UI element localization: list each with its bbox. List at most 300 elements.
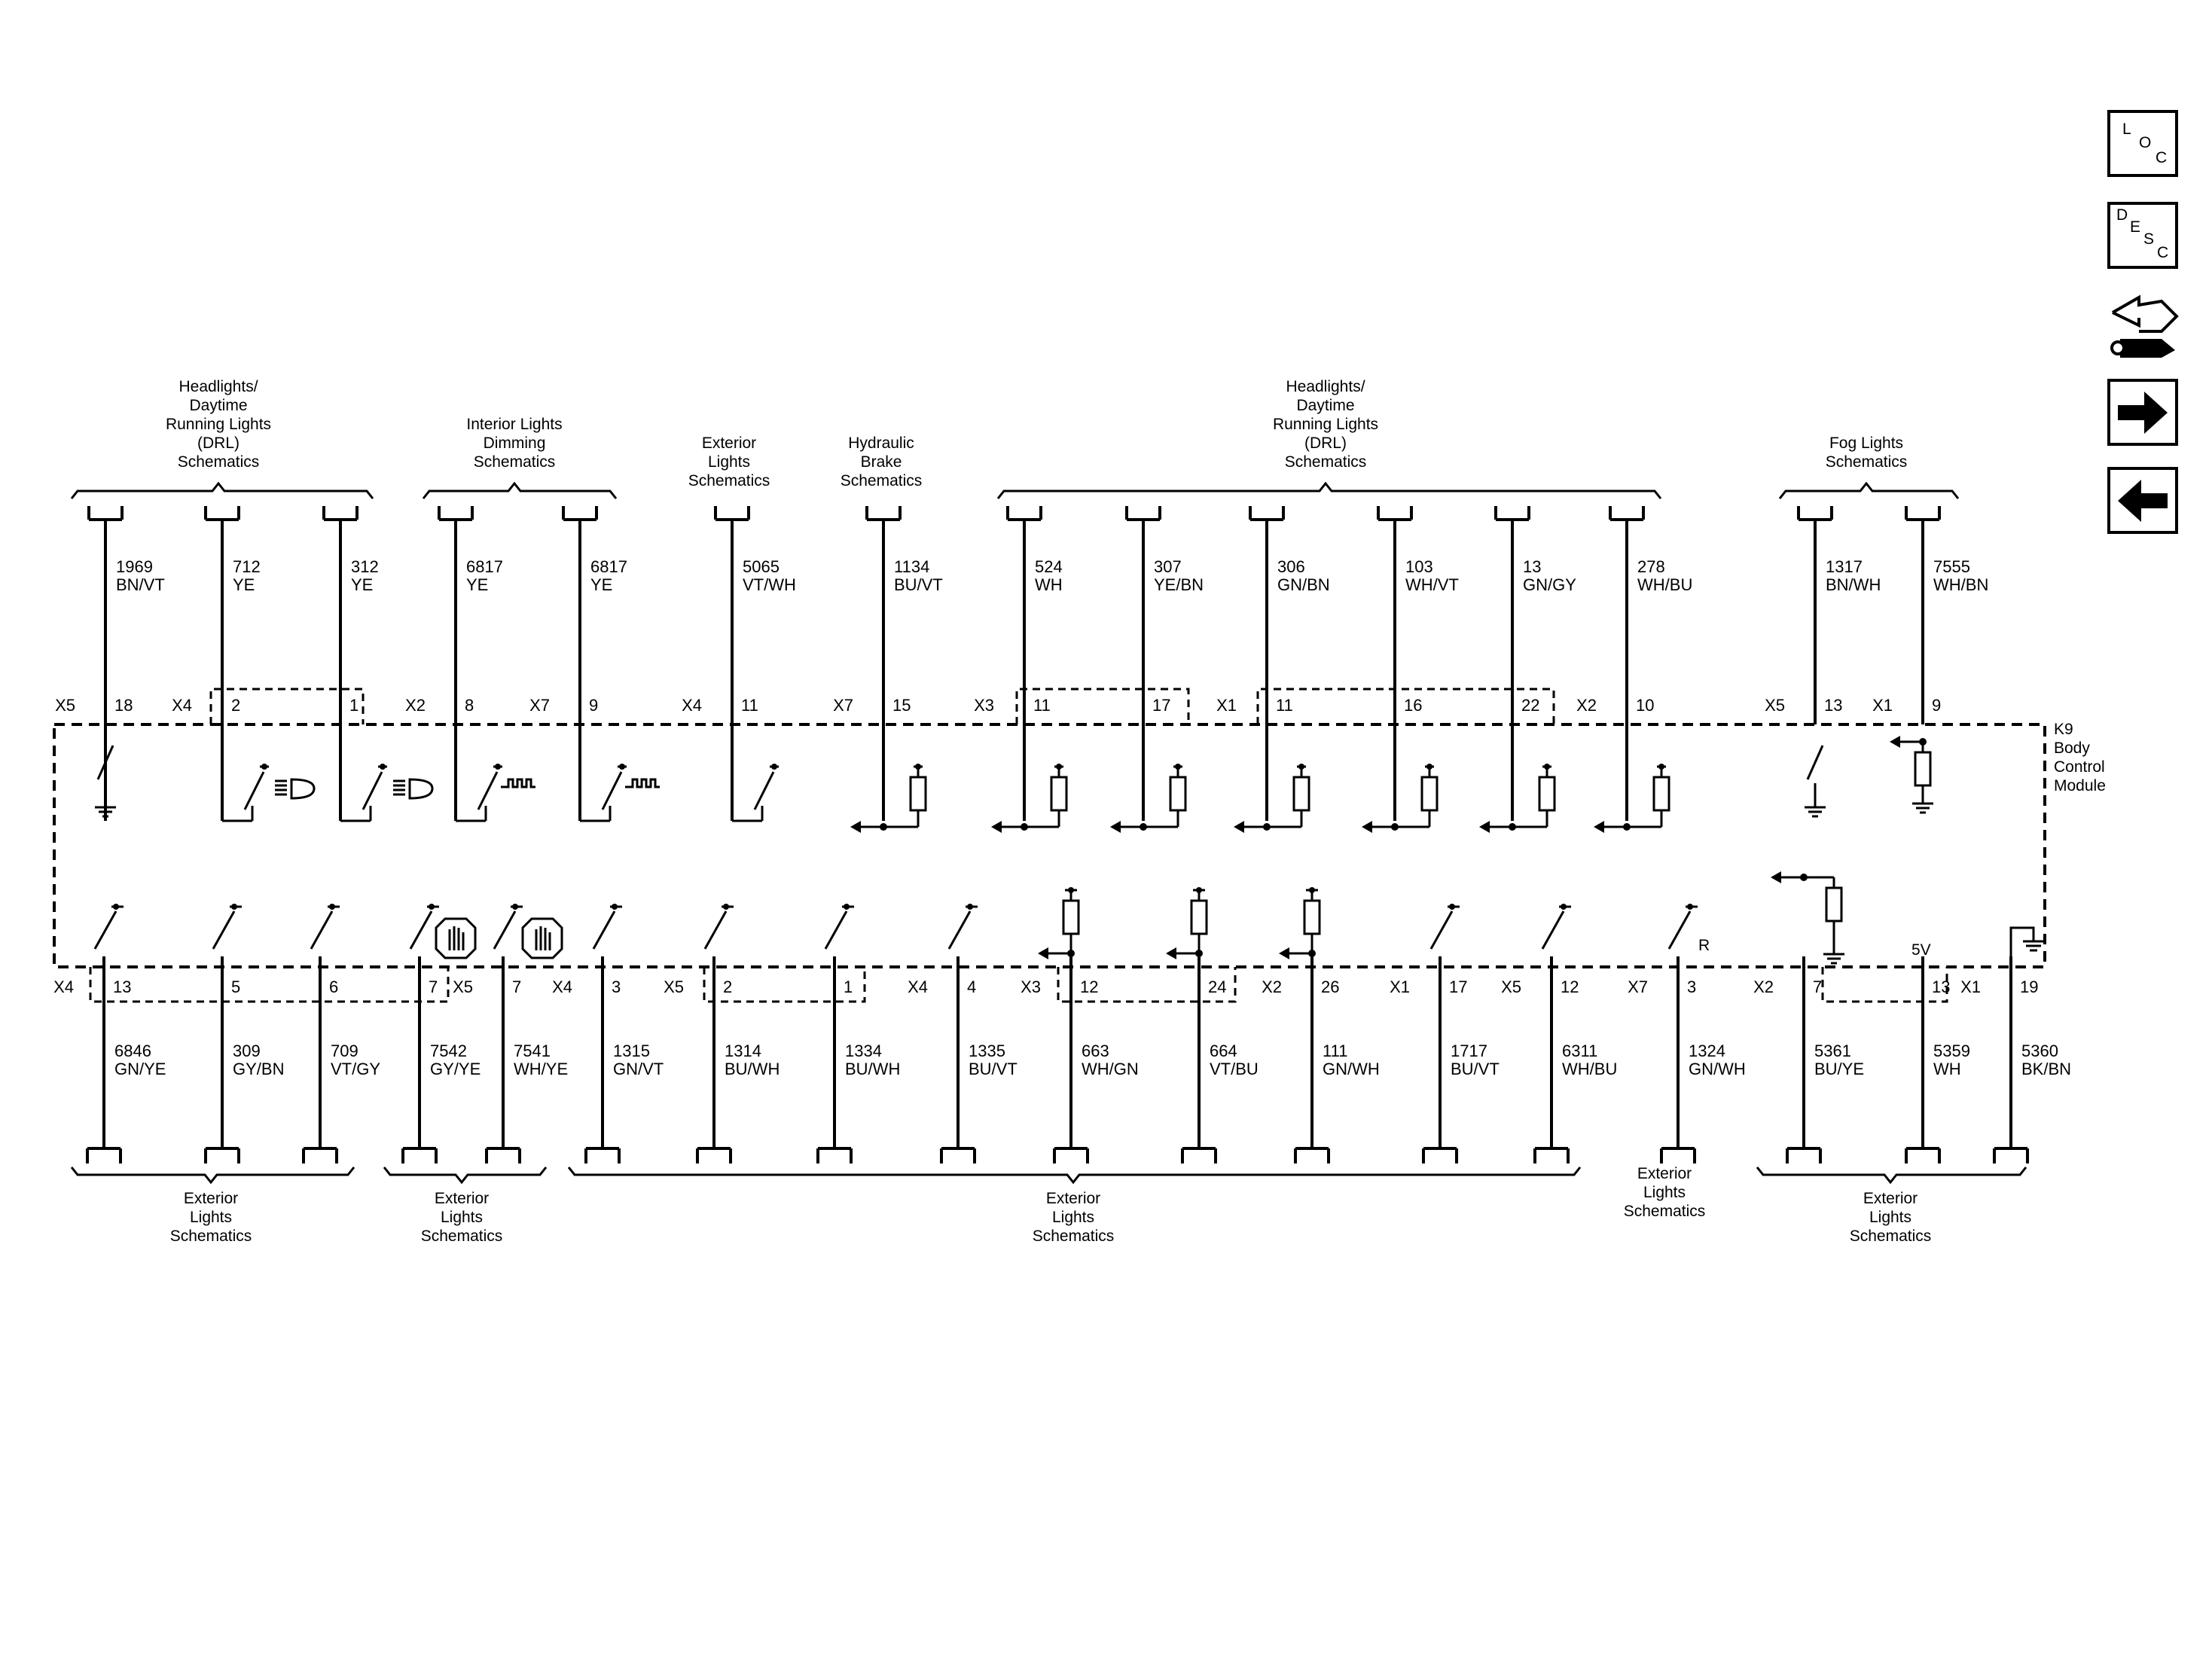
junction-dot (1391, 823, 1399, 831)
bottom-group-bracket (1757, 1167, 2026, 1182)
circuit-number: 278 (1637, 557, 1665, 576)
resistor-icon (1654, 777, 1669, 810)
loc-button[interactable] (2109, 111, 2177, 175)
arrow-icon (1479, 821, 1490, 833)
circuit-number: 1134 (894, 557, 930, 576)
connector-id: X4 (908, 977, 928, 996)
connector-id: X4 (552, 977, 572, 996)
circuit-number: 1334 (845, 1041, 882, 1060)
bottom-wire-circuit-1717 (1390, 956, 1500, 1163)
wire-color: BU/VT (1451, 1060, 1500, 1078)
pin-number: 15 (892, 696, 911, 715)
resistor-icon (1191, 901, 1207, 934)
wire-color: WH/YE (514, 1060, 569, 1078)
terminal-symbol (439, 506, 472, 520)
top-group-label-line: Schematics (688, 472, 770, 489)
bottom-group-label-line: Lights (1643, 1184, 1686, 1201)
pin-number: 7 (512, 977, 522, 996)
bottom-group-bracket (569, 1167, 1580, 1182)
pin-number: 3 (1687, 977, 1697, 996)
resistor-icon (911, 777, 926, 810)
switch-arm (95, 911, 116, 949)
wire-color: BU/VT (894, 575, 943, 594)
junction-dot (1509, 823, 1516, 831)
switch-contact (113, 904, 119, 910)
wire-color: WH/BU (1637, 575, 1693, 594)
switch-contact (844, 904, 850, 910)
switch-contact (495, 764, 501, 770)
top-wire-circuit-524 (974, 506, 1063, 821)
top-wire-circuit-312 (324, 506, 379, 821)
circuit-number: 103 (1405, 557, 1433, 576)
terminal-symbol (1799, 506, 1832, 520)
pin-number: 26 (1321, 977, 1340, 996)
top-group-label-line: Schematics (840, 472, 923, 489)
module-name-1: Body (2054, 740, 2090, 757)
circuit-number: 1969 (116, 557, 153, 576)
headlamp-icon (410, 779, 432, 798)
switch-arm (1808, 746, 1823, 779)
reverse-label: R (1698, 937, 1710, 954)
top-group-label-line: Headlights/ (178, 378, 258, 395)
top-group-label-line: (DRL) (1304, 435, 1347, 452)
top-wire-circuit-278 (1576, 506, 1692, 821)
top-group-label-line: Running Lights (1272, 416, 1379, 433)
pwm-signal-icon (501, 779, 535, 787)
switch-contact (231, 904, 237, 910)
connector-id: X1 (1872, 696, 1893, 715)
switch-contact (967, 904, 973, 910)
connector-id: X2 (405, 696, 426, 715)
terminal-symbol (941, 1148, 975, 1163)
top-wire-circuit-6817 (529, 506, 627, 821)
wire-color: VT/WH (743, 575, 796, 594)
connector-id: X7 (529, 696, 550, 715)
headlamp-icon (291, 779, 314, 798)
wire-color: YE (590, 575, 613, 594)
component-view-icon[interactable] (2112, 297, 2177, 358)
top-wire-circuit-13 (1496, 506, 1576, 821)
bottom-wire-circuit-5361 (1753, 956, 1864, 1163)
ground-icon (1823, 945, 1844, 963)
circuit-number: 111 (1323, 1041, 1348, 1060)
top-group-label-line: Headlights/ (1286, 378, 1365, 395)
wire-color: WH/GN (1082, 1060, 1139, 1078)
wire-color: WH/VT (1405, 575, 1459, 594)
pin-number: 2 (231, 696, 241, 715)
switch-contact (619, 764, 625, 770)
bottom-wire-circuit-309 (206, 956, 284, 1163)
connector-id: X2 (1262, 977, 1282, 996)
circuit-number: 1335 (969, 1041, 1005, 1060)
wire-color: GN/WH (1323, 1060, 1380, 1078)
terminal-symbol (1054, 1148, 1088, 1163)
wire-color: BU/VT (969, 1060, 1018, 1078)
arrow-icon (850, 821, 861, 833)
terminal-symbol (818, 1148, 851, 1163)
bottom-group-bracket (72, 1167, 354, 1182)
top-wire-circuit-1317 (1765, 506, 1881, 724)
circuit-number: 1314 (725, 1041, 761, 1060)
pin-number: 3 (612, 977, 621, 996)
connector-id: X3 (974, 696, 994, 715)
arrow-icon (1362, 821, 1372, 833)
wire-color: WH (1933, 1060, 1961, 1078)
bottom-group-label-line: Exterior (183, 1190, 239, 1207)
terminal-symbol (1535, 1148, 1568, 1163)
switch-contact (771, 764, 777, 770)
pin-number: 11 (741, 696, 758, 715)
circuit-number: 13 (1523, 557, 1542, 576)
top-group-bracket (998, 483, 1661, 499)
connector-id: X4 (53, 977, 74, 996)
pin-number: 6 (329, 977, 339, 996)
switch-contact (1449, 904, 1455, 910)
pin-number: 11 (1033, 696, 1051, 715)
switch-arm (494, 911, 515, 949)
arrow-icon (1890, 736, 1900, 748)
bottom-wire-circuit-6311 (1501, 956, 1617, 1163)
circuit-number: 7555 (1933, 557, 1970, 576)
pin-number: 19 (2020, 977, 2039, 996)
previous-page-button[interactable] (2109, 468, 2177, 532)
arrow-icon (1279, 947, 1289, 959)
top-group-label-line: Daytime (1296, 397, 1355, 414)
pin-number: 4 (967, 977, 977, 996)
wire-color: GN/WH (1689, 1060, 1746, 1078)
desc-button[interactable] (2109, 203, 2177, 267)
switch-contact (1687, 904, 1693, 910)
terminal-symbol (697, 1148, 731, 1163)
terminal-symbol (867, 506, 900, 520)
pin-number: 13 (113, 977, 132, 996)
junction-dot (1263, 823, 1271, 831)
switch-arm (1431, 911, 1452, 949)
circuit-number: 6846 (114, 1041, 151, 1060)
module-boundary (54, 724, 2045, 967)
switch-arm (311, 911, 332, 949)
resistor-icon (1294, 777, 1309, 810)
wire-color: VT/GY (331, 1060, 381, 1078)
terminal-symbol (1182, 1148, 1216, 1163)
pin-number: 8 (465, 696, 474, 715)
bottom-group-label-line: Lights (440, 1209, 484, 1226)
terminal-symbol (1787, 1148, 1820, 1163)
wire-color: VT/BU (1210, 1060, 1259, 1078)
stop-hand-icon (436, 919, 475, 958)
pin-number: 10 (1636, 696, 1655, 715)
pin-number: 18 (114, 696, 133, 715)
top-wire-circuit-712 (172, 506, 261, 821)
bottom-group-label-line: Exterior (1637, 1165, 1692, 1182)
bottom-group-label-line: Lights (1051, 1209, 1095, 1226)
bottom-wire-circuit-1324 (1628, 956, 1746, 1163)
bottom-group-label-line: Schematics (1849, 1228, 1932, 1245)
bottom-group-label-line: Schematics (169, 1228, 252, 1245)
resistor-icon (1422, 777, 1437, 810)
circuit-number: 524 (1035, 557, 1063, 576)
terminal-symbol (1610, 506, 1643, 520)
bottom-wire-circuit-664 (1182, 956, 1259, 1163)
top-wire-circuit-103 (1378, 506, 1459, 821)
switch-contact (512, 904, 518, 910)
pin-number: 17 (1449, 977, 1468, 996)
terminal-symbol (87, 1148, 121, 1163)
switch-contact (723, 904, 729, 910)
terminal-symbol (1127, 506, 1160, 520)
pin-number: 7 (1813, 977, 1823, 996)
circuit-number: 309 (233, 1041, 261, 1060)
junction-dot (1140, 823, 1147, 831)
wire-color: GN/GY (1523, 575, 1576, 594)
pin-number: 12 (1080, 977, 1099, 996)
top-group-bracket (72, 483, 373, 499)
top-group-label-line: Hydraulic (848, 435, 914, 452)
bottom-wire-circuit-1314 (664, 956, 780, 1163)
desc-letter-4: C (2157, 244, 2169, 261)
bottom-wire-circuit-111 (1262, 956, 1380, 1163)
terminal-symbol (1295, 1148, 1329, 1163)
switch-arm (410, 911, 432, 949)
top-wire-circuit-306 (1216, 506, 1330, 821)
top-group-label-line: (DRL) (197, 435, 240, 452)
connector-id: X2 (1753, 977, 1774, 996)
terminal-symbol (586, 1148, 619, 1163)
circuit-number: 664 (1210, 1041, 1237, 1060)
circuit-number: 5359 (1933, 1041, 1970, 1060)
terminal-symbol (487, 1148, 520, 1163)
pin-number: 7 (429, 977, 438, 996)
terminal-symbol (324, 506, 357, 520)
top-group-label-line: Daytime (189, 397, 248, 414)
top-group-bracket (1780, 483, 1958, 499)
reference-voltage-label: 5V (1911, 941, 1931, 959)
top-group-label-line: Schematics (177, 453, 260, 471)
switch-arm (949, 911, 970, 949)
junction-dot (1623, 823, 1631, 831)
pin-number: 1 (844, 977, 853, 996)
switch-contact (380, 764, 386, 770)
loc-letter-1: L (2122, 120, 2131, 138)
resistor-icon (1826, 888, 1841, 921)
junction-dot (1021, 823, 1028, 831)
pwm-signal-icon (625, 779, 660, 787)
bottom-group-label-line: Schematics (420, 1228, 503, 1245)
terminal-symbol (1008, 506, 1041, 520)
terminal-symbol (1250, 506, 1283, 520)
module-ref: K9 (2054, 721, 2073, 738)
connector-id: X5 (453, 977, 473, 996)
top-group-bracket (423, 483, 616, 499)
pin-number: 1 (349, 696, 359, 715)
module-name-3: Module (2054, 777, 2106, 794)
bottom-group-bracket (384, 1167, 546, 1182)
terminal-symbol (403, 1148, 436, 1163)
bottom-group-label-line: Lights (189, 1209, 233, 1226)
module-name-2: Control (2054, 758, 2105, 776)
resistor-icon (1051, 777, 1066, 810)
top-group-label-line: Exterior (701, 435, 757, 452)
junction-dot (1800, 874, 1808, 881)
arrow-icon (1234, 821, 1244, 833)
bottom-group-label-line: Schematics (1032, 1228, 1115, 1245)
arrow-icon (1110, 821, 1121, 833)
pin-number: 9 (589, 696, 599, 715)
bottom-wire-circuit-1334 (818, 956, 900, 1163)
pin-number: 13 (1824, 696, 1843, 715)
resistor-icon (1539, 777, 1555, 810)
terminal-symbol (1906, 506, 1939, 520)
wire-color: BK/BN (2021, 1060, 2072, 1078)
top-group-label-line: Fog Lights (1829, 435, 1904, 452)
circuit-number: 312 (351, 557, 379, 576)
wire-color: BU/WH (845, 1060, 901, 1078)
top-group-label-line: Lights (707, 453, 751, 471)
loc-letter-2: O (2139, 134, 2152, 151)
pin-number: 9 (1932, 696, 1942, 715)
wire-color: YE (466, 575, 489, 594)
switch-arm (478, 772, 497, 810)
junction-dot (1308, 950, 1316, 957)
stop-hand-icon (523, 919, 562, 958)
switch-arm (755, 772, 773, 810)
terminal-symbol (563, 506, 596, 520)
arrow-icon (1594, 821, 1604, 833)
arrow-icon (991, 821, 1002, 833)
terminal-symbol (1994, 1148, 2027, 1163)
desc-letter-1: D (2116, 206, 2128, 224)
circuit-number: 1324 (1689, 1041, 1725, 1060)
switch-arm (213, 911, 234, 949)
pin-number: 13 (1932, 977, 1951, 996)
pin-number: 24 (1208, 977, 1227, 996)
wire-color: YE (233, 575, 255, 594)
terminal-symbol (206, 506, 239, 520)
terminal-symbol (1661, 1148, 1695, 1163)
junction-dot (1195, 950, 1203, 957)
circuit-number: 6817 (466, 557, 503, 576)
wire-color: GN/YE (114, 1060, 166, 1078)
circuit-number: 7541 (514, 1041, 551, 1060)
connector-id: X1 (1216, 696, 1237, 715)
connector-id: X5 (1501, 977, 1521, 996)
circuit-number: 5065 (743, 557, 780, 576)
circuit-number: 6817 (590, 557, 627, 576)
connector-id: X1 (1960, 977, 1981, 996)
switch-contact (1561, 904, 1567, 910)
pin-number: 22 (1521, 696, 1540, 715)
desc-letter-2: E (2130, 218, 2141, 236)
next-page-button[interactable] (2109, 380, 2177, 444)
circuit-number: 1315 (613, 1041, 650, 1060)
connector-id: X1 (1390, 977, 1410, 996)
pin-number: 12 (1561, 977, 1579, 996)
top-group-label-line: Interior Lights (466, 416, 563, 433)
connector-id: X4 (682, 696, 702, 715)
circuit-number: 5360 (2021, 1041, 2058, 1060)
resistor-icon (1304, 901, 1320, 934)
connector-id: X5 (664, 977, 684, 996)
bottom-group-label-line: Schematics (1623, 1203, 1706, 1220)
switch-contact (429, 904, 435, 910)
connector-id: X2 (1576, 696, 1597, 715)
switch-arm (825, 911, 847, 949)
top-wire-circuit-1134 (833, 506, 943, 821)
wire-color: GY/YE (430, 1060, 481, 1078)
circuit-number: 6311 (1562, 1041, 1598, 1060)
pin-number: 16 (1404, 696, 1423, 715)
switch-arm (603, 772, 621, 810)
connector-id: X7 (833, 696, 853, 715)
top-group-label-line: Schematics (1284, 453, 1367, 471)
connector-group-box (1823, 967, 1947, 1002)
ground-icon (1912, 794, 1933, 813)
switch-contact (261, 764, 267, 770)
circuit-number: 1317 (1826, 557, 1863, 576)
circuit-number: 709 (331, 1041, 358, 1060)
top-group-label-line: Dimming (483, 435, 546, 452)
arrow-icon (1166, 947, 1176, 959)
connector-id: X4 (172, 696, 192, 715)
circuit-number: 663 (1082, 1041, 1109, 1060)
top-wire-circuit-1969 (55, 506, 165, 821)
circuit-number: 5361 (1814, 1041, 1851, 1060)
bottom-wire-circuit-709 (304, 956, 380, 1163)
top-group-label-line: Brake (860, 453, 902, 471)
terminal-symbol (89, 506, 122, 520)
loc-letter-3: C (2156, 149, 2168, 166)
wire-color: YE (351, 575, 374, 594)
bottom-wire-circuit-1315 (552, 956, 664, 1163)
terminal-symbol (715, 506, 749, 520)
connector-group-box (90, 967, 448, 1002)
resistor-icon (1915, 752, 1930, 785)
switch-arm (705, 911, 726, 949)
pin-number: 17 (1152, 696, 1171, 715)
top-group-label-line: Schematics (1825, 453, 1908, 471)
bottom-wire-circuit-6846 (53, 956, 166, 1163)
circuit-number: 7542 (430, 1041, 467, 1060)
pin-number: 11 (1276, 696, 1293, 715)
connector-id: X5 (1765, 696, 1785, 715)
pin-number: 5 (231, 977, 241, 996)
terminal-symbol (1906, 1148, 1939, 1163)
switch-arm (1669, 911, 1690, 949)
resistor-icon (1063, 901, 1079, 934)
wire-color: GN/VT (613, 1060, 664, 1078)
ground-icon (2023, 941, 2044, 950)
bottom-wire-circuit-1335 (908, 956, 1018, 1163)
bottom-group-label-line: Exterior (434, 1190, 490, 1207)
wire-color: WH/BU (1562, 1060, 1618, 1078)
switch-arm (1542, 911, 1564, 949)
wire-color: YE/BN (1154, 575, 1204, 594)
circuit-number: 307 (1154, 557, 1182, 576)
top-group-label-line: Schematics (473, 453, 556, 471)
wire-color: WH (1035, 575, 1063, 594)
switch-arm (363, 772, 382, 810)
desc-letter-3: S (2143, 230, 2155, 248)
arrow-icon (1771, 871, 1781, 883)
bottom-wire-circuit-5360 (1960, 956, 2071, 1163)
top-wire-circuit-5065 (682, 506, 796, 821)
arrow-icon (1038, 947, 1048, 959)
switch-contact (329, 904, 335, 910)
connector-id: X5 (55, 696, 75, 715)
connector-id: X7 (1628, 977, 1648, 996)
terminal-symbol (206, 1148, 239, 1163)
bottom-group-label-line: Exterior (1863, 1190, 1918, 1207)
